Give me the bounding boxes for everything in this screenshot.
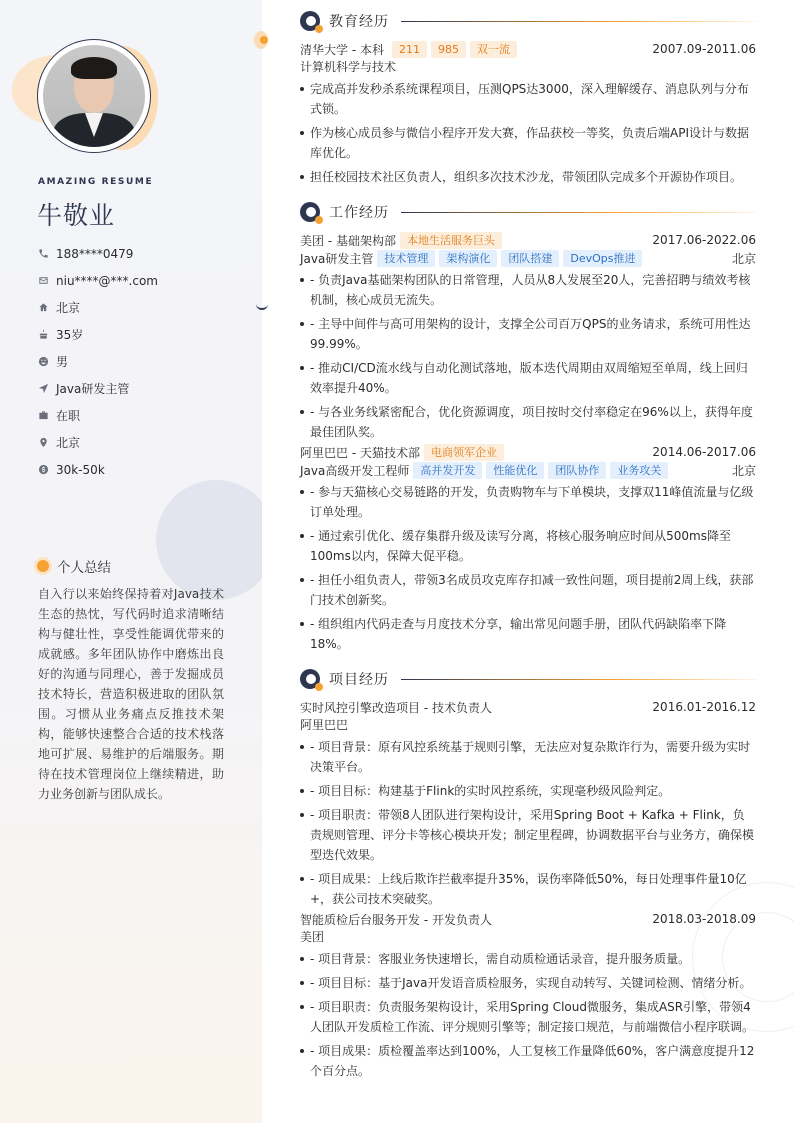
list-item: - 组织组内代码走查与月度技术分享，输出常见问题手册，团队代码缺陷率下降18%。 (300, 614, 756, 654)
project-company: 美团 (300, 930, 325, 944)
project-entry (300, 910, 756, 1085)
education-bullets (300, 79, 756, 187)
section-title: 教育经历 (329, 14, 389, 30)
company-tag: 电商领军企业 (424, 444, 504, 461)
project-company: 阿里巴巴 (300, 718, 349, 732)
info-salary: 30k-50k (38, 456, 158, 483)
decor-arc (256, 294, 268, 310)
project-name: 智能质检后台服务开发 - 开发负责人 (300, 912, 492, 927)
summary-header (37, 556, 111, 576)
info-target-city: 北京 (38, 429, 158, 456)
info-gender: 男 (38, 348, 158, 375)
info-phone: 188****0479 (38, 240, 158, 267)
skill-tag: 团队协作 (548, 462, 606, 479)
info-age: 35岁 (38, 321, 158, 348)
job-date: 2017.06-2022.06 (652, 233, 756, 247)
list-item: - 项目目标：构建基于Flink的实时风控系统，实现毫秒级风险判定。 (300, 781, 756, 801)
list-item: - 推动CI/CD流水线与自动化测试落地，版本迭代周期由双周缩短至单周，线上回归效率提升40%。 (300, 358, 756, 398)
school-tag: 211 (392, 41, 427, 58)
list-item: - 担任小组负责人，带领3名成员攻克库存扣减一致性问题，项目提前2周上线，获部门技术创新奖。 (300, 570, 756, 610)
skill-tag: 性能优化 (486, 462, 544, 479)
cake-icon (38, 329, 49, 340)
list-item: - 项目成果：质检覆盖率达到100%，人工复核工作量降低60%，客户满意度提升12个百分点。 (300, 1041, 756, 1081)
job-entry (300, 231, 756, 446)
section-title: 项目经历 (329, 672, 389, 688)
decor-blob (156, 480, 262, 600)
education-entry (300, 40, 756, 191)
section-divider (401, 679, 756, 680)
job-position: Java高级开发工程师 (300, 463, 410, 478)
skill-tag: 架构演化 (439, 250, 497, 267)
info-position: Java研发主管 (38, 375, 158, 402)
avatar-frame (37, 39, 151, 153)
list-item: 担任校园技术社区负责人，组织多次技术沙龙，带领团队完成多个开源协作项目。 (300, 167, 756, 187)
list-item: - 项目成果：上线后欺诈拦截率提升35%，误伤率降低50%，每日处理事件量10亿+，获公司技术突破奖。 (300, 869, 756, 909)
project-date: 2016.01-2016.12 (652, 700, 756, 714)
job-position: Java研发主管 (300, 251, 374, 266)
briefcase-icon (38, 410, 49, 421)
project-name: 实时风控引擎改造项目 - 技术负责人 (300, 700, 492, 715)
section-title: 工作经历 (329, 205, 389, 221)
phone-icon (38, 248, 49, 259)
send-icon (38, 383, 49, 394)
job-date: 2014.06-2017.06 (652, 445, 756, 459)
smile-icon (38, 356, 49, 367)
job-city: 北京 (731, 251, 756, 266)
skill-tag: 团队搭建 (501, 250, 559, 267)
list-item: - 项目职责：负责服务架构设计，采用Spring Cloud微服务，集成ASR引擎，带领4人团队开发质检工作流、评分规则引擎等；制定接口规范，与前端微信小程序联调。 (300, 997, 756, 1037)
section-icon (300, 669, 320, 689)
info-residence: 北京 (38, 294, 158, 321)
school-name: 清华大学 - 本科 (300, 42, 384, 57)
work-section-header (300, 202, 756, 222)
list-item: - 项目背景：原有风控系统基于规则引擎，无法应对复杂欺诈行为，需要升级为实时决策平台。 (300, 737, 756, 777)
sidebar (0, 0, 262, 1123)
mail-icon (38, 275, 49, 286)
skill-tag: 技术管理 (377, 250, 435, 267)
skill-tag: DevOps推进 (563, 250, 642, 267)
list-item: 完成高并发秒杀系统课程项目，压测QPS达3000，深入理解缓存、消息队列与分布式锁。 (300, 79, 756, 119)
list-item: - 主导中间件与高可用架构的设计，支撑全公司百万QPS的业务请求，系统可用性达99.99%。 (300, 314, 756, 354)
info-email: niu****@***.com (38, 267, 158, 294)
job-bullets (300, 270, 756, 442)
company-name: 美团 - 基础架构部 (300, 233, 396, 248)
info-status: 在职 (38, 402, 158, 429)
major: 计算机科学与技术 (300, 60, 397, 74)
list-item: - 项目背景：客服业务快速增长，需自动质检通话录音，提升服务质量。 (300, 949, 756, 969)
list-item: - 通过索引优化、缓存集群升级及读写分离，将核心服务响应时间从500ms降至100ms以内，保障大促平稳。 (300, 526, 756, 566)
summary-text: 自入行以来始终保持着对Java技术生态的热忱，写代码时追求清晰结构与健壮性，享受性能调优带来的成就感。多年团队协作中磨炼出良好的沟通与同理心，善于发掘成员技术特长，营造积极进取的团队氛围。习惯从业务痛点反推技术架构，能够快速整合合适的技术栈落地可扩展、易维护的后端服务。期待在技术管理岗位上继续精进，助力业务创新与团队成长。 (38, 587, 224, 801)
company-name: 阿里巴巴 - 天猫技术部 (300, 445, 420, 460)
list-item: 作为核心成员参与微信小程序开发大赛，作品获校一等奖，负责后端API设计与数据库优化。 (300, 123, 756, 163)
salary-icon (38, 464, 49, 475)
school-tag: 双一流 (470, 41, 517, 58)
education-section-header (300, 11, 756, 31)
education-date: 2007.09-2011.06 (652, 42, 756, 56)
list-item: - 参与天猫核心交易链路的开发，负责购物车与下单模块，支撑双11峰值流量与亿级订单处理。 (300, 482, 756, 522)
job-bullets (300, 482, 756, 654)
resume-tagline: AMAZING RESUME (38, 177, 154, 187)
school-tag: 985 (431, 41, 466, 58)
summary-title: 个人总结 (57, 560, 111, 576)
project-bullets (300, 737, 756, 909)
section-divider (401, 212, 756, 213)
list-item: - 项目职责：带领8人团队进行架构设计，采用Spring Boot + Kafka + Flink，负责规则管理、评分卡等核心模块开发；制定里程碑，协调数据平台与业务方，确保模型迭代效果。 (300, 805, 756, 865)
skill-tag: 高并发开发 (413, 462, 482, 479)
job-entry (300, 443, 756, 658)
projects-section-header (300, 669, 756, 689)
home-icon (38, 302, 49, 313)
decor-dot (254, 31, 268, 49)
list-item: - 与各业务线紧密配合，优化资源调度，项目按时交付率稳定在96%以上，获得年度最佳团队奖。 (300, 402, 756, 442)
list-item: - 负责Java基础架构团队的日常管理，人员从8人发展至20人，完善招聘与绩效考核机制，核心成员无流失。 (300, 270, 756, 310)
avatar (43, 45, 145, 147)
summary-dot-icon (37, 560, 49, 572)
company-tag: 本地生活服务巨头 (400, 232, 502, 249)
skill-tag: 业务攻关 (610, 462, 668, 479)
candidate-name: 牛敬业 (37, 201, 116, 230)
contact-info-list (38, 240, 158, 483)
list-item: - 项目目标：基于Java开发语音质检服务，实现自动转写、关键词检测、情绪分析。 (300, 973, 756, 993)
location-pin-icon (38, 437, 49, 448)
project-date: 2018.03-2018.09 (652, 912, 756, 926)
section-icon (300, 11, 320, 31)
project-entry (300, 698, 756, 913)
section-divider (401, 21, 756, 22)
job-city: 北京 (731, 463, 756, 478)
section-icon (300, 202, 320, 222)
project-bullets (300, 949, 756, 1081)
